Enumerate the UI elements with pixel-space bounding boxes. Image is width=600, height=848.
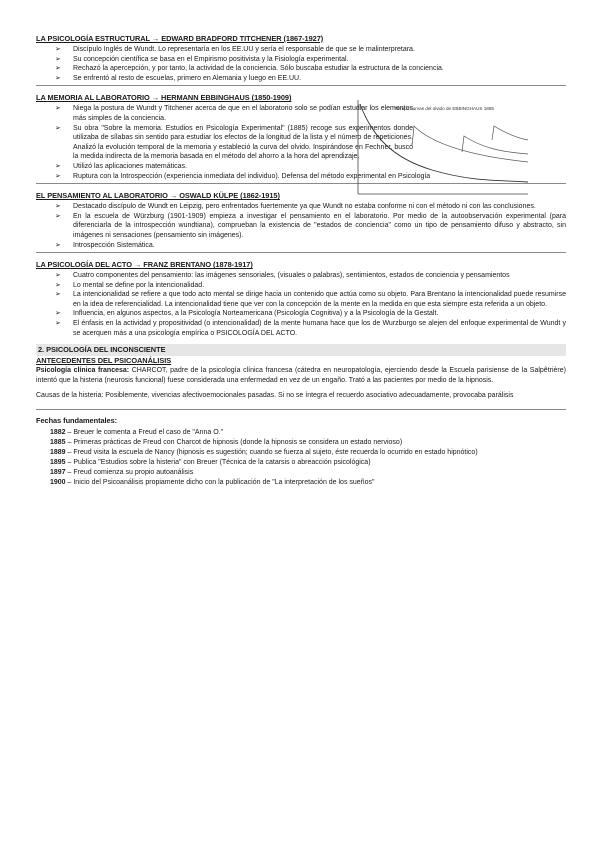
list-item: 1897 – Freud comienza su propio autoanálisis [50,469,194,477]
arrow-bullet-icon: ➢ [55,241,61,249]
arrow-bullet-icon: ➢ [55,212,61,220]
list-item: ➢ Ruptura con la Introspección (experiencia inmediata del individuo). Defensa del método experimental en Psicología [55,172,431,180]
arrow-bullet-icon: ➢ [55,310,61,318]
list-item: ➢ Niega la postura de Wundt y Titchener acerca de que en el laboratorio solo se podían estudiar los elementos más simples de la conciencia. [55,105,413,122]
review-curve [412,126,528,162]
arrow-bullet-icon: ➢ [55,65,61,73]
section-title-inconsciente: 2. PSICOLOGÍA DEL INCONSCIENTE [36,344,566,356]
paragraph-causas-histeria: Causas de la histeria: Posiblemente, vivencias afectivoemocionales pasadas. Si no se íntegra el recuerdo asociativo adecuadamente, provocaba parálisis [36,392,514,400]
list-item: 1900 – Inicio del Psicoanálisis propiamente dicho con la publicación de "La interpretación de los sueños" [50,479,375,487]
arrow-bullet-icon: ➢ [55,203,61,211]
forgetting-curve-figure [352,96,532,200]
arrow-bullet-icon: ➢ [55,46,61,53]
list-item: ➢ Introspección Sistemática. [55,241,155,249]
brentano-list [36,271,566,338]
list-item: 1885 – Primeras prácticas de Freud con Charcot de hipnosis (donde la hipnosis se considera un estado nervioso) [50,439,403,447]
section-title-fechas: Fechas fundamentales: [36,416,118,426]
subsection-title-antecedentes: ANTECEDENTES DEL PSICOANÁLISIS [36,356,172,366]
list-item: ➢ Su concepción científica se basa en el Empirismo positivista y la Fisiología experimental. [55,55,349,63]
arrow-bullet-icon: ➢ [55,172,61,180]
list-item: 1895 – Publica "Estudios sobre la histeria" con Breuer (Técnica de la catarsis o abreacción psicológica) [50,459,371,467]
arrow-bullet-icon: ➢ [55,281,61,289]
arrow-bullet-icon: ➢ [55,74,61,82]
titchener-list [36,45,566,83]
figure-caption: Tiempo curvas del olvido de EBBINGHAUS 1885 [394,106,494,111]
list-item: ➢ Cuatro componentes del pensamiento: las imágenes sensoriales, (visuales o palabras), sentimientos, estados de conciencia y pensamientos [55,272,510,280]
review-curve [492,126,528,140]
list-item: ➢ Su obra "Sobre la memoria. Estudios en Psicología Experimental" (1885) recoge sus experimentos donde utilizaba de sílabas sin sentido para estudiar los efectos de la longitud de la lista y el número de repeticiones. Analizó la evolución temporal de la memoria y estableció la curva del olvido. Inspirándose en Fechner, buscó la medida indirecta de la memoria basada en el método del ahorro a la hora del aprendizaje. [55,124,413,161]
list-item: ➢ Se enfrentó al resto de escuelas, primero en Alemania y luego en EE.UU. [55,74,302,82]
section-title-titchener: LA PSICOLOGÍA ESTRUCTURAL → EDWARD BRADFORD TITCHENER (1867-1927) [36,34,324,43]
list-item: 1889 – Freud visita la escuela de Nancy (hipnosis es sugestión; cuando se fuerza al sujeto, éste recuerda lo ocurrido en estado hipnótico) [50,449,478,457]
section-title-ebbinghaus: LA MEMORIA AL LABORATORIO → HERMANN EBBINGHAUS (1850-1909) [36,93,292,103]
arrow-bullet-icon: ➢ [55,272,61,280]
forgetting-curve [360,104,528,182]
list-item: 1882 – Breuer le comenta a Freud el caso de "Anna O." [50,429,224,437]
arrow-bullet-icon: ➢ [55,291,61,299]
list-item: ➢ Discípulo Inglés de Wundt. Lo representaría en los EE.UU y sería el responsable de que se le malinterpretara. [55,46,415,53]
arrow-bullet-icon: ➢ [55,105,61,113]
list-item: ➢ Influencia, en algunos aspectos, a la Psicología Norteamericana (Psicología Cognitiva) y a la Psicología de la Gestalt. [55,310,439,318]
dates-list [50,428,566,488]
kulpe-list [36,202,566,250]
list-item: ➢ En la escuela de Würzburg (1901-1909) empieza a investigar el pensamiento en el laboratorio. Por medio de la autoobservación experimental (para diferenciarla de la introspección wundtiana), comprueban la existencia de "estados de conciencia" como un tipo de pensamiento difuso y abstracto, sin imágenes ni sensaciones (pensamiento sin imágenes). [55,212,566,239]
list-item: ➢ Utilizó las aplicaciones matemáticas. [55,162,187,170]
section-title-kulpe: EL PENSAMIENTO AL LABORATORIO → OSWALD KÜLPE (1862-1915) [36,191,280,201]
arrow-bullet-icon: ➢ [55,124,61,132]
list-item: ➢ La intencionalidad se refiere a que todo acto mental se dirige hacia un contenido que actúa como su objeto. Para Brentano la intencionalidad puede resumirse en la idea de referencialidad. La intencionalidad tiene que ver con la concepción de la mente en la medida en que esta siempre esta referida a un objeto. [55,291,566,308]
arrow-bullet-icon: ➢ [55,162,61,170]
list-item: ➢ Lo mental se define por la intencionalidad. [55,281,205,289]
section-title-brentano: LA PSICOLOGÍA DEL ACTO → FRANZ BRENTANO (1878-1917) [36,260,253,270]
list-item: ➢ Rechazó la apercepción, y por tanto, la actividad de la conciencia. Sólo buscaba estudiar la estructura de la conciencia. [55,65,444,73]
arrow-bullet-icon: ➢ [55,320,61,328]
list-item: ➢ Destacado discípulo de Wundt en Leipzig, pero enfrentados fuertemente ya que Wundt no estaba conforme ni con el método ni con las conclusiones. [55,203,536,211]
review-curve [462,136,528,154]
arrow-bullet-icon: ➢ [55,55,61,63]
list-item: ➢ El énfasis en la actividad y propositividad (o intencionalidad) de la mente humana hace que los de Wurzburgo se alejen del enfoque experimental de Wundt y se acerquen más a una psicología empírica o PSICOLOGÍA DEL ACTO. [55,320,566,337]
paragraph-charcot: Psicología clínica francesa: CHARCOT, padre de la psicología clínica francesa (cátedra en neuropatología, ejerciendo desde la Escuela parisiense de la Salpêtrière) intentó que la histeria (neurosis funcional) fuese considerada una enfermedad en vez de un engaño. Trató a las pacientes por medio de la hipnosis. [36,367,566,384]
